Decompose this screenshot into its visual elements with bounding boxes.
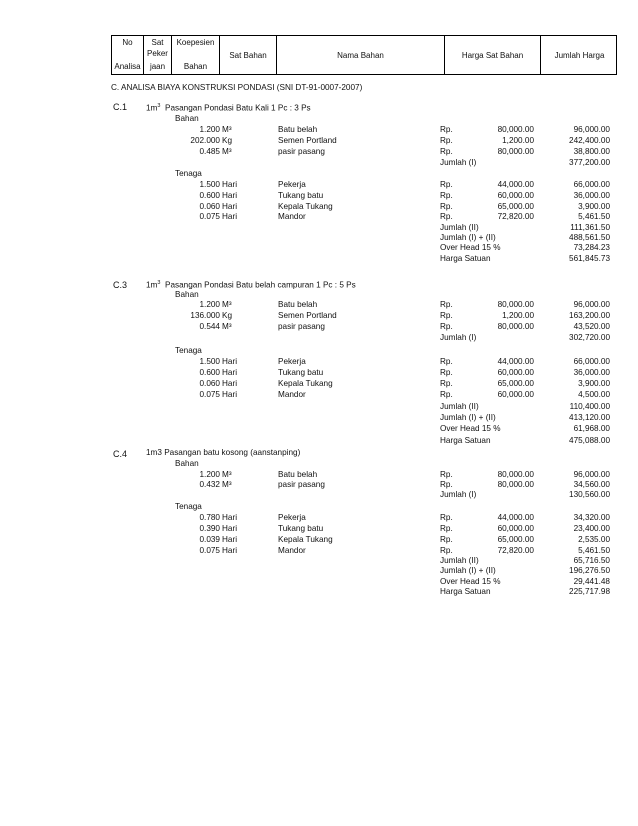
header-text: Sat Bahan: [229, 51, 267, 60]
unit-value: Hari: [222, 191, 238, 200]
total-value: 65,716.50: [573, 556, 610, 565]
koef-value: 0.544: [199, 322, 220, 331]
currency: Rp.: [440, 191, 453, 200]
title-sup: 3: [157, 103, 161, 109]
unit-price: 60,000.00: [497, 191, 534, 200]
total-value: 61,968.00: [573, 424, 610, 433]
tenaga-label: Tenaga: [175, 346, 202, 355]
currency: Rp.: [440, 300, 453, 309]
item-name: Kepala Tukang: [278, 535, 333, 544]
currency: Rp.: [440, 212, 453, 221]
jumlah-i-value: 302,720.00: [569, 333, 610, 342]
unit-price: 44,000.00: [497, 180, 534, 189]
koef-value: 0.075: [199, 212, 220, 221]
title-text: Pasangan Pondasi Batu belah campuran 1 Pc : 5 Ps: [165, 280, 356, 290]
header-text: Peker: [147, 49, 168, 58]
unit-price: 44,000.00: [497, 513, 534, 522]
total-value: 488,561.50: [569, 233, 610, 242]
total-value: 225,717.98: [569, 587, 610, 596]
header-col-no: [112, 36, 144, 74]
koef-value: 0.075: [199, 546, 220, 555]
unit-value: M³: [222, 125, 232, 134]
koef-value: 0.390: [199, 524, 220, 533]
header-col-sat-bahan: [220, 36, 277, 74]
unit-price: 80,000.00: [497, 322, 534, 331]
title-sup: 3: [157, 280, 161, 286]
table-header: [111, 35, 617, 75]
total-value: 29,441.48: [573, 577, 610, 586]
item-name: Pekerja: [278, 180, 306, 189]
unit-price: 80,000.00: [497, 480, 534, 489]
total-price: 34,560.00: [573, 480, 610, 489]
unit-value: Hari: [222, 180, 238, 189]
total-label: Harga Satuan: [440, 436, 491, 445]
total-label: Harga Satuan: [440, 254, 491, 263]
currency: Rp.: [440, 136, 453, 145]
unit-price: 80,000.00: [497, 300, 534, 309]
koef-value: 1.200: [199, 300, 220, 309]
header-text: Bahan: [183, 62, 208, 71]
total-price: 23,400.00: [573, 524, 610, 533]
koef-value: 0.075: [199, 390, 220, 399]
unit-value: Hari: [222, 368, 238, 377]
unit-value: M³: [222, 147, 232, 156]
item-name: Pekerja: [278, 357, 306, 366]
total-price: 34,320.00: [573, 513, 610, 522]
title-text: Pasangan Pondasi Batu Kali 1 Pc : 3 Ps: [165, 103, 311, 113]
currency: Rp.: [440, 390, 453, 399]
jumlah-i-label: Jumlah (I): [440, 333, 477, 342]
currency: Rp.: [440, 147, 453, 156]
header-col-nama-bahan: [277, 36, 445, 74]
section-title-line: [146, 448, 300, 458]
jumlah-i-value: 130,560.00: [569, 490, 610, 499]
item-name: Tukang batu: [278, 368, 324, 377]
unit-value: Hari: [222, 524, 238, 533]
unit-value: Hari: [222, 546, 238, 555]
unit-value: Hari: [222, 379, 238, 388]
total-value: 110,400.00: [569, 402, 610, 411]
bahan-label: Bahan: [175, 290, 199, 299]
header-text: Jumlah Harga: [554, 51, 605, 60]
total-label: Jumlah (I) + (II): [440, 566, 496, 575]
total-label: Jumlah (II): [440, 556, 479, 565]
total-price: 96,000.00: [573, 300, 610, 309]
total-price: 43,520.00: [573, 322, 610, 331]
total-value: 561,845.73: [569, 254, 610, 263]
currency: Rp.: [440, 379, 453, 388]
unit-value: Hari: [222, 202, 238, 211]
total-value: 475,088.00: [569, 436, 610, 445]
header-text: Harga Sat Bahan: [461, 51, 524, 60]
unit-value: M³: [222, 322, 232, 331]
header-col-harga-sat: [445, 36, 541, 74]
total-price: 36,000.00: [573, 191, 610, 200]
total-label: Jumlah (I) + (II): [440, 233, 496, 242]
tenaga-label: Tenaga: [175, 169, 202, 178]
item-name: Mandor: [278, 212, 306, 221]
currency: Rp.: [440, 546, 453, 555]
title-unit: 1m: [146, 103, 158, 113]
total-price: 3,900.00: [578, 202, 610, 211]
unit-price: 80,000.00: [497, 125, 534, 134]
item-name: Tukang batu: [278, 191, 324, 200]
currency: Rp.: [440, 311, 453, 320]
header-col-koef: [172, 36, 220, 74]
header-text: jaan: [149, 62, 166, 71]
item-name: pasir pasang: [278, 480, 325, 489]
currency: Rp.: [440, 470, 453, 479]
unit-price: 60,000.00: [497, 368, 534, 377]
section-code: C.4: [113, 449, 128, 459]
koef-value: 1.200: [199, 125, 220, 134]
currency: Rp.: [440, 322, 453, 331]
currency: Rp.: [440, 480, 453, 489]
koef-value: 0.600: [199, 191, 220, 200]
section-title: C. ANALISA BIAYA KONSTRUKSI PONDASI (SNI DT-91-0007-2007): [111, 83, 363, 92]
total-price: 66,000.00: [573, 357, 610, 366]
total-price: 2,535.00: [578, 535, 610, 544]
koef-value: 0.060: [199, 202, 220, 211]
unit-price: 80,000.00: [497, 470, 534, 479]
unit-price: 1,200.00: [502, 311, 534, 320]
bahan-label: Bahan: [175, 114, 199, 123]
header-text: Koepesien: [176, 38, 215, 47]
section-title-line: [146, 278, 356, 291]
item-name: Semen Portland: [278, 311, 337, 320]
header-col-sat: [144, 36, 172, 74]
koef-value: 1.200: [199, 470, 220, 479]
unit-value: M³: [222, 480, 232, 489]
total-price: 242,400.00: [569, 136, 610, 145]
unit-value: M³: [222, 300, 232, 309]
total-value: 73,284.23: [573, 243, 610, 252]
item-name: Semen Portland: [278, 136, 337, 145]
total-label: Over Head 15 %: [440, 424, 501, 433]
currency: Rp.: [440, 357, 453, 366]
unit-price: 65,000.00: [497, 535, 534, 544]
total-price: 38,800.00: [573, 147, 610, 156]
unit-price: 1,200.00: [502, 136, 534, 145]
currency: Rp.: [440, 368, 453, 377]
item-name: Batu belah: [278, 125, 318, 134]
unit-price: 80,000.00: [497, 147, 534, 156]
unit-value: Hari: [222, 357, 238, 366]
koef-value: 0.060: [199, 379, 220, 388]
unit-price: 60,000.00: [497, 390, 534, 399]
total-value: 413,120.00: [569, 413, 610, 422]
unit-price: 60,000.00: [497, 524, 534, 533]
section-code: C.3: [113, 280, 128, 290]
unit-price: 65,000.00: [497, 379, 534, 388]
jumlah-i-label: Jumlah (I): [440, 158, 477, 167]
unit-price: 44,000.00: [497, 357, 534, 366]
total-price: 36,000.00: [573, 368, 610, 377]
item-name: Batu belah: [278, 470, 318, 479]
koef-value: 0.780: [199, 513, 220, 522]
koef-value: 0.485: [199, 147, 220, 156]
total-value: 111,361.50: [570, 223, 610, 232]
unit-price: 65,000.00: [497, 202, 534, 211]
total-price: 4,500.00: [578, 390, 610, 399]
unit-value: Kg: [222, 136, 233, 145]
total-label: Harga Satuan: [440, 587, 491, 596]
koef-value: 136.000: [190, 311, 220, 320]
koef-value: 0.039: [199, 535, 220, 544]
koef-value: 1.500: [199, 180, 220, 189]
item-name: Pekerja: [278, 513, 306, 522]
item-name: pasir pasang: [278, 147, 325, 156]
total-label: Over Head 15 %: [440, 243, 501, 252]
currency: Rp.: [440, 125, 453, 134]
header-col-jumlah: [541, 36, 618, 74]
unit-value: Hari: [222, 212, 238, 221]
unit-value: Kg: [222, 311, 233, 320]
currency: Rp.: [440, 513, 453, 522]
title-text: 1m3 Pasangan batu kosong (aanstanping): [146, 448, 301, 457]
item-name: Kepala Tukang: [278, 379, 333, 388]
total-label: Jumlah (I) + (II): [440, 413, 496, 422]
unit-price: 72,820.00: [497, 546, 534, 555]
koef-value: 0.600: [199, 368, 220, 377]
koef-value: 1.500: [199, 357, 220, 366]
item-name: Kepala Tukang: [278, 202, 333, 211]
total-price: 96,000.00: [573, 470, 610, 479]
total-price: 163,200.00: [569, 311, 610, 320]
unit-value: Hari: [222, 390, 238, 399]
total-price: 66,000.00: [573, 180, 610, 189]
jumlah-i-label: Jumlah (I): [440, 490, 477, 499]
tenaga-label: Tenaga: [175, 502, 202, 511]
unit-value: Hari: [222, 513, 238, 522]
header-text: Analisa: [114, 62, 141, 71]
total-value: 196,276.50: [569, 566, 610, 575]
jumlah-i-value: 377,200.00: [569, 158, 610, 167]
total-price: 5,461.50: [578, 212, 610, 221]
header-text: Sat: [151, 38, 164, 47]
total-label: Jumlah (II): [440, 402, 479, 411]
currency: Rp.: [440, 202, 453, 211]
total-price: 5,461.50: [578, 546, 610, 555]
item-name: Tukang batu: [278, 524, 324, 533]
koef-value: 202.000: [190, 136, 220, 145]
koef-value: 0.432: [199, 480, 220, 489]
unit-value: Hari: [222, 535, 238, 544]
total-price: 96,000.00: [573, 125, 610, 134]
item-name: Mandor: [278, 546, 306, 555]
unit-value: M³: [222, 470, 232, 479]
item-name: Mandor: [278, 390, 306, 399]
header-text: Nama Bahan: [337, 51, 384, 60]
total-price: 3,900.00: [578, 379, 610, 388]
total-label: Jumlah (II): [440, 223, 479, 232]
currency: Rp.: [440, 524, 453, 533]
item-name: pasir pasang: [278, 322, 325, 331]
item-name: Batu belah: [278, 300, 318, 309]
currency: Rp.: [440, 180, 453, 189]
section-code: C.1: [113, 102, 128, 112]
total-label: Over Head 15 %: [440, 577, 501, 586]
title-unit: 1m: [146, 280, 158, 290]
unit-price: 72,820.00: [497, 212, 534, 221]
section-title-line: [146, 101, 311, 114]
header-text: No: [122, 38, 133, 47]
currency: Rp.: [440, 535, 453, 544]
bahan-label: Bahan: [175, 459, 199, 468]
